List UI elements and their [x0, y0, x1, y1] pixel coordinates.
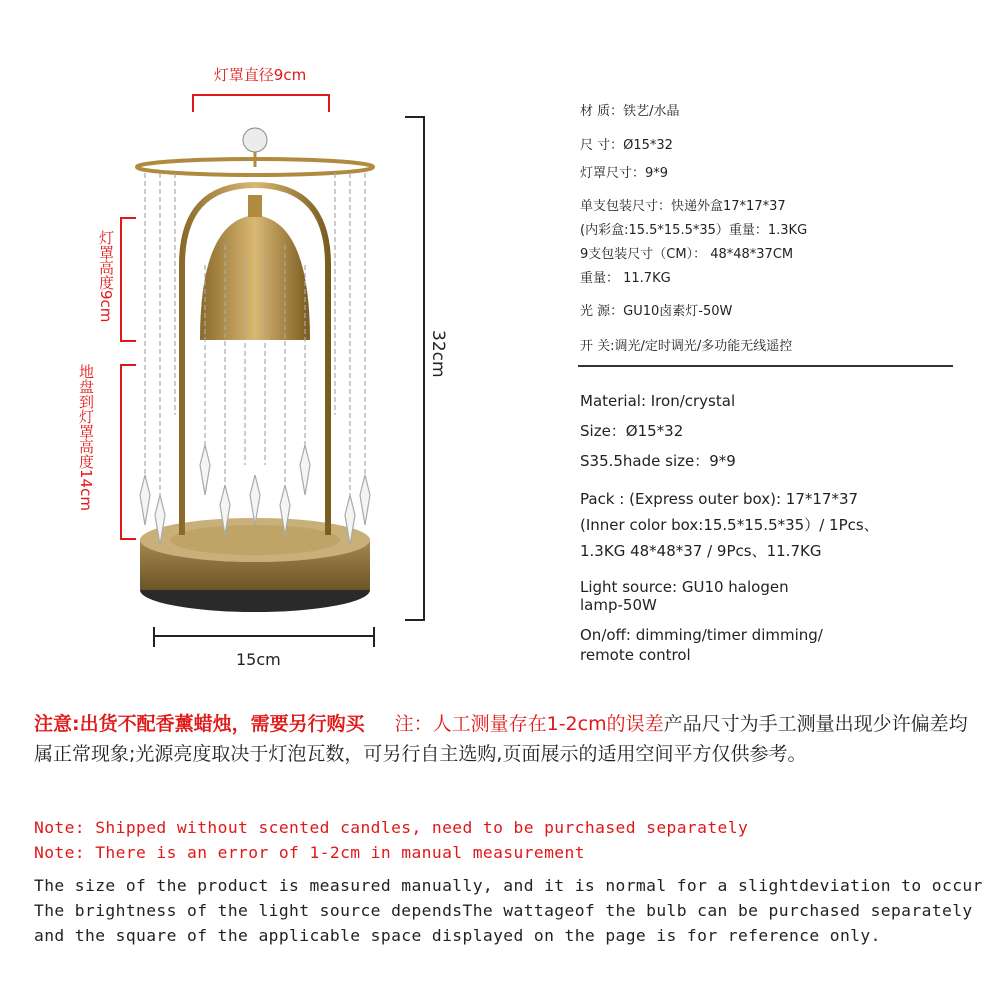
- section-divider: [578, 365, 953, 367]
- note-cn-error: 注：人工测量存在1-2cm的误差: [394, 713, 664, 735]
- spec-en-line: lamp-50W: [580, 596, 657, 614]
- spec-cn-line: 材 质：铁艺/水晶: [580, 104, 680, 119]
- base-width-label: 15cm: [236, 650, 281, 669]
- note-en-line: The brightness of the light source dependsThe wattageof the bulb can be purchased separately: [34, 901, 973, 920]
- spec-cn-line: 9支包装尺寸（CM）： 48*48*37CM: [580, 247, 794, 262]
- spec-en-line: Pack : (Express outer box): 17*17*37: [580, 490, 859, 508]
- shade-height-label: 灯罩高度9cm: [97, 230, 115, 323]
- note-en-candle: Note: Shipped without scented candles, need to be purchased separately: [34, 818, 749, 837]
- note-en-line: and the square of the applicable space displayed on the page is for reference only.: [34, 926, 881, 945]
- spec-en-line: Light source: GU10 halogen: [580, 578, 789, 596]
- notes-cn: [34, 709, 974, 769]
- note-en-line: The size of the product is measured manually, and it is normal for a slightdeviation to occur: [34, 876, 983, 895]
- crystal-lamp-image: [130, 115, 390, 625]
- note-cn-candle: 注意:出货不配香薰蜡烛，需要另行购买: [34, 713, 365, 735]
- spec-en-line: Material: Iron/crystal: [580, 392, 736, 410]
- spec-cn-line: 单支包装尺寸：快递外盒17*17*37: [580, 199, 786, 214]
- shade-diameter-label: 灯罩直径9cm: [213, 66, 307, 84]
- spec-en-line: 1.3KG 48*48*37 / 9Pcs、11.7KG: [580, 542, 822, 560]
- spec-cn-line: 光 源：GU10卤素灯-50W: [580, 304, 733, 319]
- total-height-label: 32cm: [428, 330, 448, 378]
- spec-cn-line: (内彩盒:15.5*15.5*35）重量：1.3KG: [580, 223, 808, 238]
- spec-en-line: (Inner color box:15.5*15.5*35）/ 1Pcs、: [580, 516, 879, 534]
- spec-cn-line: 灯罩尺寸：9*9: [580, 166, 669, 181]
- spec-cn-line: 开 关:调光/定时调光/多功能无线遥控: [580, 339, 793, 354]
- spec-cn-line: 重量： 11.7KG: [580, 271, 671, 286]
- spec-en-line: Size：Ø15*32: [580, 422, 684, 440]
- note-en-error: Note: There is an error of 1-2cm in manual measurement: [34, 843, 585, 862]
- base-to-shade-label: 地盘到灯罩高度14cm: [77, 364, 95, 511]
- spec-en-line: On/off: dimming/timer dimming/: [580, 626, 823, 644]
- note-cn-text: 产品尺寸为手工测量出现少许偏差均属正常现象;光源亮度取决于灯泡瓦数，可另行自主选购,页面展示的适用空间平方仅供参考。: [34, 713, 968, 765]
- spec-en-line: remote control: [580, 646, 691, 664]
- spec-en-line: S35.5hade size：9*9: [580, 452, 736, 470]
- spec-cn-line: 尺 寸：Ø15*32: [580, 138, 673, 153]
